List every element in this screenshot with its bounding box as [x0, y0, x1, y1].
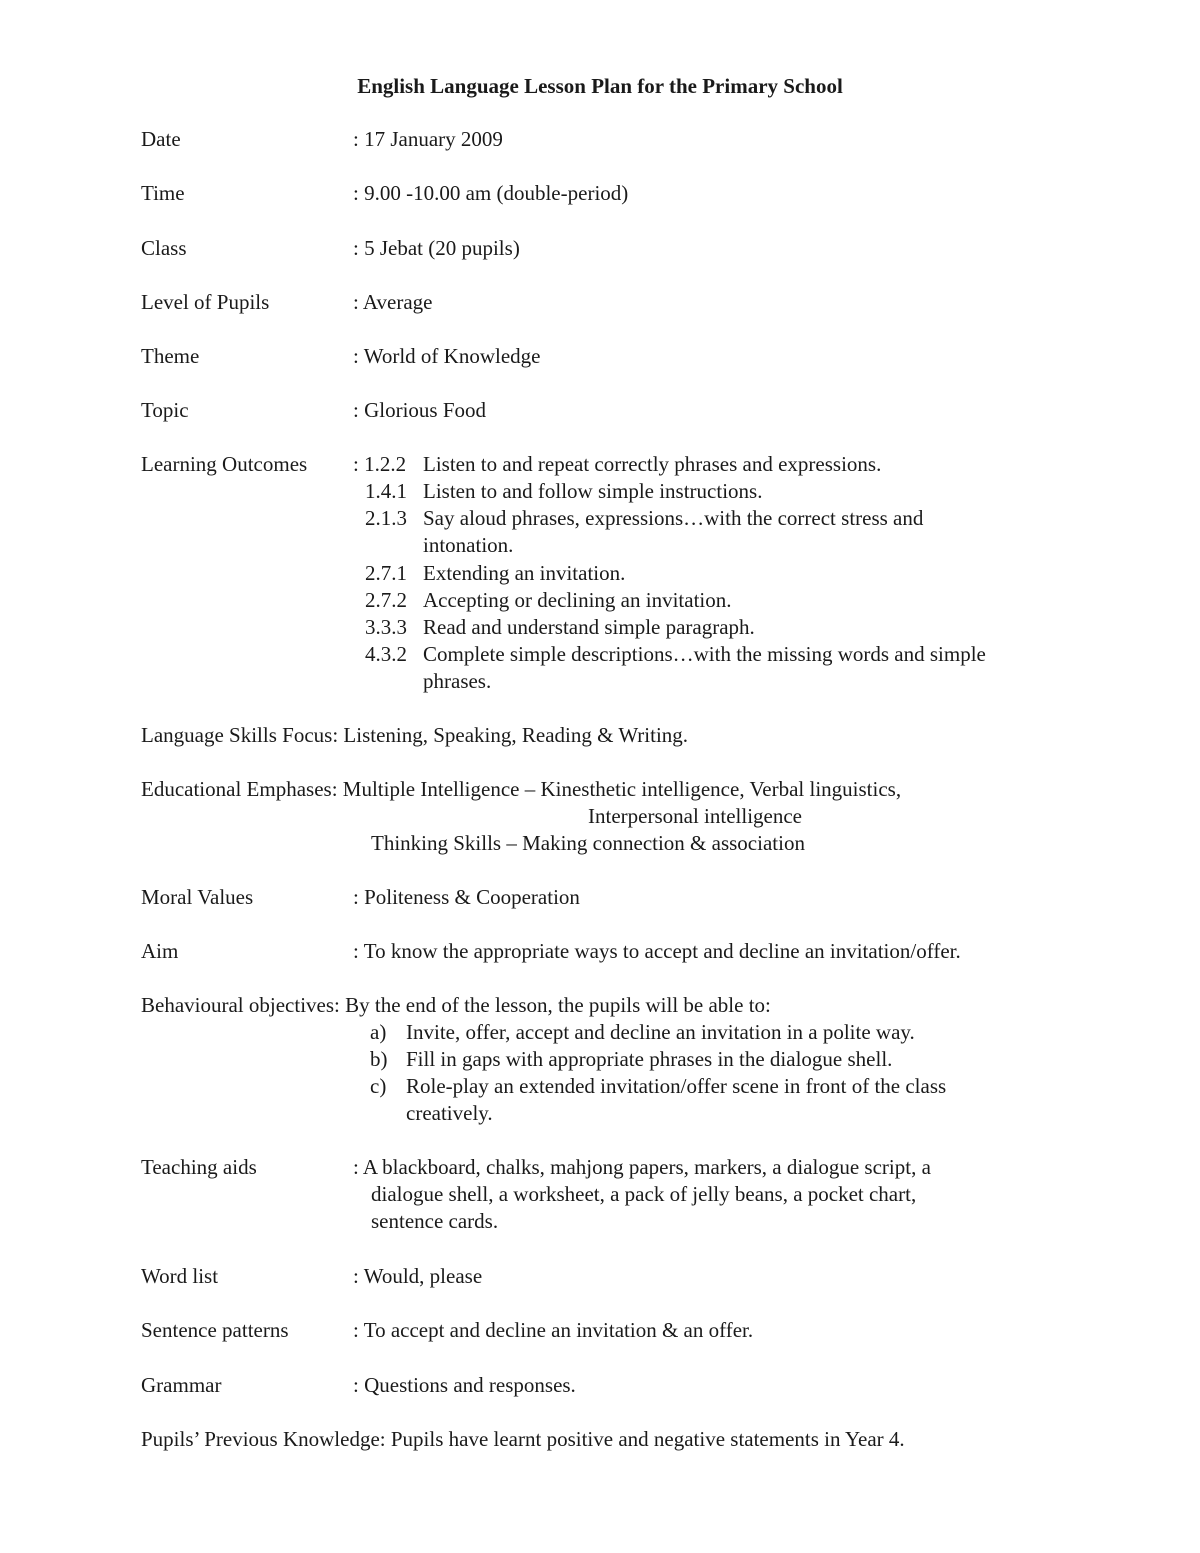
skills-focus-label: Language Skills Focus: [141, 723, 339, 747]
teaching-aids-label: Teaching aids [141, 1155, 257, 1179]
skills-focus-value: Listening, Speaking, Reading & Writing. [343, 723, 689, 747]
objective-text: Role-play an extended invitation/offer scene in front of the class [406, 1074, 947, 1098]
outcome-code: 3.3.3 [365, 615, 407, 639]
learning-outcome-item [365, 614, 755, 641]
learning-outcomes-label: Learning Outcomes [141, 452, 308, 476]
learning-outcome-item [365, 560, 625, 587]
behavioural-objectives-row [141, 992, 771, 1019]
outcome-text: Extending an invitation. [423, 561, 626, 585]
moral-values-label: Moral Values [141, 885, 254, 909]
outcome-code: 2.7.2 [365, 588, 407, 612]
objective-marker: c) [370, 1074, 387, 1098]
topic-value: : Glorious Food [353, 398, 487, 422]
previous-knowledge-row [141, 1426, 905, 1453]
objective-marker: b) [370, 1047, 388, 1071]
grammar-value: : Questions and responses. [353, 1373, 576, 1397]
theme-value: : World of Knowledge [353, 344, 541, 368]
time-label: Time [141, 181, 185, 205]
moral-values-value: : Politeness & Cooperation [353, 885, 580, 909]
level-value: : Average [353, 290, 433, 314]
behavioural-objectives-intro: By the end of the lesson, the pupils will be able to: [345, 993, 771, 1017]
objective-text-continuation: creatively. [406, 1101, 493, 1125]
theme-label: Theme [141, 344, 200, 368]
skills-focus-row [141, 722, 688, 749]
word-list-label: Word list [141, 1264, 219, 1288]
learning-outcome-item [365, 641, 986, 668]
outcome-text: Read and understand simple paragraph. [423, 615, 755, 639]
learning-outcome-item [365, 478, 762, 505]
behavioural-objectives-label: Behavioural objectives: [141, 993, 340, 1017]
learning-outcome-item [365, 505, 923, 532]
outcome-code: 2.7.1 [365, 561, 407, 585]
outcome-text: Listen to and follow simple instructions. [423, 479, 763, 503]
sentence-patterns-label: Sentence patterns [141, 1318, 289, 1342]
objective-item [370, 1019, 915, 1046]
topic-label: Topic [141, 398, 189, 422]
educational-emphases-label: Educational Emphases: [141, 777, 338, 801]
outcome-text-continuation: phrases. [423, 669, 492, 693]
previous-knowledge-value: Pupils have learnt positive and negative statements in Year 4. [390, 1427, 905, 1451]
outcome-code: 1.4.1 [365, 479, 407, 503]
word-list-value: : Would, please [353, 1264, 483, 1288]
outcome-code: : 1.2.2 [353, 452, 407, 476]
page-title: English Language Lesson Plan for the Primary School [357, 74, 843, 98]
learning-outcome-item [365, 587, 732, 614]
aim-label: Aim [141, 939, 179, 963]
class-label: Class [141, 236, 187, 260]
outcome-text-continuation: intonation. [423, 533, 514, 557]
educational-emphases-line1: Multiple Intelligence – Kinesthetic intelligence, Verbal linguistics, [342, 777, 902, 801]
objective-marker: a) [370, 1020, 387, 1044]
outcome-code: 2.1.3 [365, 506, 407, 530]
date-value: : 17 January 2009 [353, 127, 503, 151]
date-label: Date [141, 127, 181, 151]
grammar-label: Grammar [141, 1373, 222, 1397]
teaching-aids-line3: sentence cards. [371, 1209, 499, 1233]
class-value: : 5 Jebat (20 pupils) [353, 236, 520, 260]
outcome-code: 4.3.2 [365, 642, 407, 666]
learning-outcome-item [353, 451, 881, 478]
sentence-patterns-value: : To accept and decline an invitation & an offer. [353, 1318, 754, 1342]
outcome-text: Say aloud phrases, expressions…with the correct stress and [423, 506, 924, 530]
outcome-text: Listen to and repeat correctly phrases and expressions. [423, 452, 882, 476]
previous-knowledge-label: Pupils’ Previous Knowledge: [141, 1427, 386, 1451]
educational-emphases-line3: Thinking Skills – Making connection & association [371, 831, 805, 855]
teaching-aids-line2: dialogue shell, a worksheet, a pack of jelly beans, a pocket chart, [371, 1182, 917, 1206]
objective-item [370, 1046, 892, 1073]
outcome-text: Accepting or declining an invitation. [423, 588, 732, 612]
educational-emphases-row [141, 776, 901, 803]
teaching-aids-line1: : A blackboard, chalks, mahjong papers, markers, a dialogue script, a [353, 1155, 931, 1179]
outcome-text: Complete simple descriptions…with the missing words and simple [423, 642, 986, 666]
objective-text: Invite, offer, accept and decline an invitation in a polite way. [406, 1020, 915, 1044]
educational-emphases-line2: Interpersonal intelligence [588, 804, 802, 828]
objective-item [370, 1073, 946, 1100]
objective-text: Fill in gaps with appropriate phrases in the dialogue shell. [406, 1047, 893, 1071]
aim-value: : To know the appropriate ways to accept and decline an invitation/offer. [353, 939, 961, 963]
time-value: : 9.00 -10.00 am (double-period) [353, 181, 629, 205]
level-label: Level of Pupils [141, 290, 270, 314]
